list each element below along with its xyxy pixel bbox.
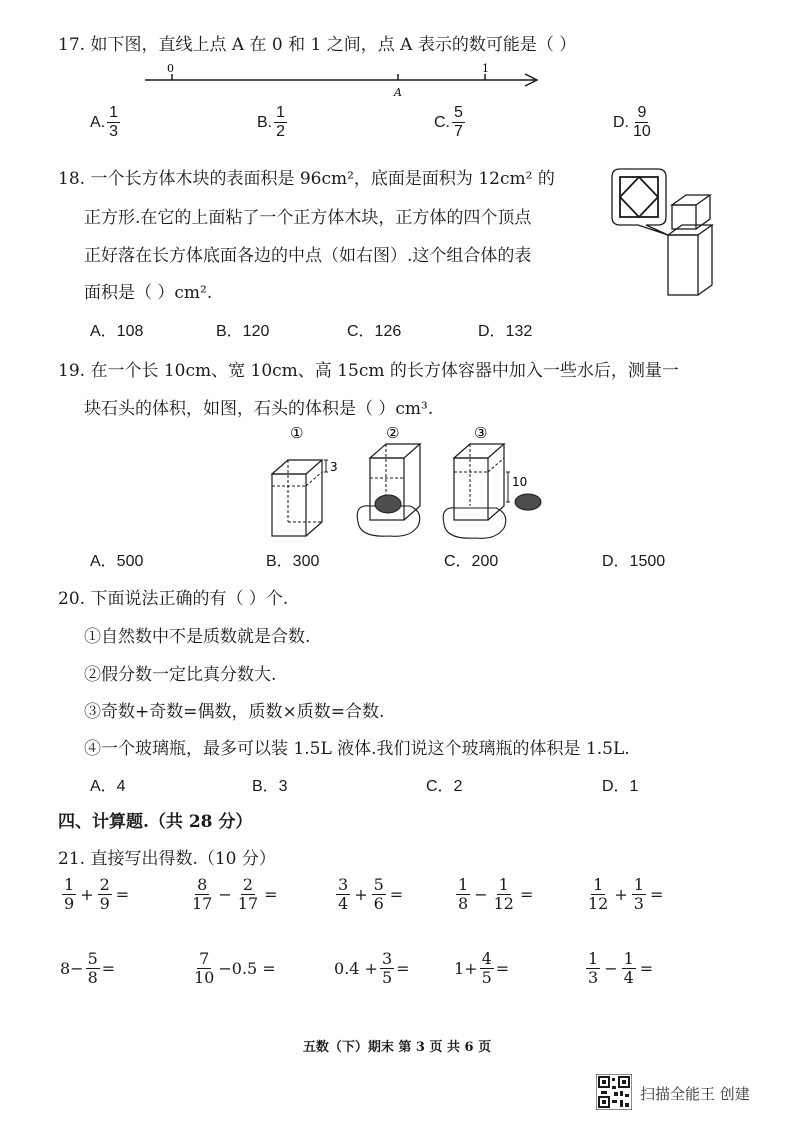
q18-option-d[interactable]: D．132	[478, 323, 533, 340]
q19-option-c[interactable]: C．200	[444, 553, 499, 570]
q19-line1: 19. 在一个长 10cm、宽 10cm、高 15cm 的长方体容器中加入一些水后，测量一	[58, 361, 679, 381]
cuboid-cube-figure	[606, 165, 726, 300]
tick-label-zero: 0	[167, 62, 174, 75]
q20-item-2: ②假分数一定比真分数大.	[84, 665, 277, 685]
q19-option-a[interactable]: A．500	[90, 553, 144, 570]
q18-option-b[interactable]: B．120	[216, 323, 270, 340]
q20-item-3: ③奇数+奇数=偶数，质数×质数=合数.	[84, 702, 385, 722]
q18-option-c[interactable]: C．126	[347, 323, 402, 340]
calc-item: $\frac{1}{9}$ + $\frac{2}{9}$ =	[64, 875, 130, 914]
container-figures	[260, 422, 550, 544]
scanner-watermark: 扫描全能王 创建	[640, 1085, 750, 1103]
calc-item: $\frac{1}{12}$ + $\frac{1}{3}$ =	[588, 875, 664, 914]
figure-label-2: ②	[386, 424, 400, 442]
number-line-figure	[140, 58, 550, 100]
tick-label-one: 1	[482, 62, 489, 75]
q17-option-b[interactable]: B. $\frac{1}{2}$	[257, 104, 286, 141]
q20-option-a[interactable]: A．4	[90, 778, 126, 795]
calc-item: 8− $\frac{5}{8}$ =	[60, 949, 116, 988]
stone-outside-icon	[515, 494, 541, 510]
calc-item: $\frac{7}{10}$ −0.5 =	[194, 949, 276, 988]
page-footer: 五数（下）期末 第 3 页 共 6 页	[302, 1040, 492, 1055]
calc-item: $\frac{3}{4}$ + $\frac{5}{6}$ =	[338, 875, 404, 914]
q20-option-b[interactable]: B．3	[252, 778, 288, 795]
figure-label-1: ①	[290, 424, 304, 442]
calc-item: $\frac{1}{8}$ − $\frac{1}{12}$ =	[458, 875, 534, 914]
q19-line2: 块石头的体积，如图，石头的体积是（ ）cm³.	[84, 399, 434, 419]
q21-title: 21. 直接写出得数.（10 分）	[58, 849, 276, 869]
figure-label-3: ③	[474, 424, 488, 442]
q17-text: 17. 如下图，直线上点 A 在 0 和 1 之间，点 A 表示的数可能是（ ）	[58, 35, 577, 55]
q17-option-d[interactable]: D. $\frac{9}{10}$	[613, 104, 651, 141]
q17-option-a[interactable]: A. $\frac{1}{3}$	[90, 104, 119, 141]
calc-item: $\frac{8}{17}$ − $\frac{2}{17}$ =	[192, 875, 278, 914]
q20-option-c[interactable]: C．2	[426, 778, 463, 795]
calc-item: 0.4 + $\frac{3}{5}$ =	[334, 949, 410, 988]
section-4-title: 四、计算题.（共 28 分）	[58, 812, 253, 832]
q17-option-c[interactable]: C. $\frac{5}{7}$	[434, 104, 463, 141]
calc-item: 1+ $\frac{4}{5}$ =	[454, 949, 510, 988]
q18-option-a[interactable]: A．108	[90, 323, 144, 340]
q18-line1: 18. 一个长方体木块的表面积是 96cm²，底面是面积为 12cm² 的	[58, 169, 555, 189]
calc-item: $\frac{1}{3}$ − $\frac{1}{4}$ =	[588, 949, 654, 988]
point-a-label: A	[394, 86, 402, 99]
q20-line1: 20. 下面说法正确的有（ ）个.	[58, 589, 289, 609]
qr-code-icon	[596, 1074, 632, 1110]
q18-line4: 面积是（ ）cm².	[84, 283, 213, 303]
q20-item-4: ④一个玻璃瓶，最多可以装 1.5L 液体.我们说这个玻璃瓶的体积是 1.5L.	[84, 739, 630, 759]
q19-option-d[interactable]: D．1500	[602, 553, 666, 570]
water-height-label: 10	[512, 475, 528, 489]
stone-icon	[375, 495, 401, 513]
q18-line3: 正好落在长方体底面各边的中点（如右图）.这个组合体的表	[84, 246, 532, 266]
water-gap-label: 3	[330, 460, 338, 474]
q19-option-b[interactable]: B．300	[266, 553, 320, 570]
q18-line2: 正方形.在它的上面粘了一个正方体木块，正方体的四个顶点	[84, 208, 532, 228]
q20-item-1: ①自然数中不是质数就是合数.	[84, 627, 311, 647]
q20-option-d[interactable]: D．1	[602, 778, 639, 795]
